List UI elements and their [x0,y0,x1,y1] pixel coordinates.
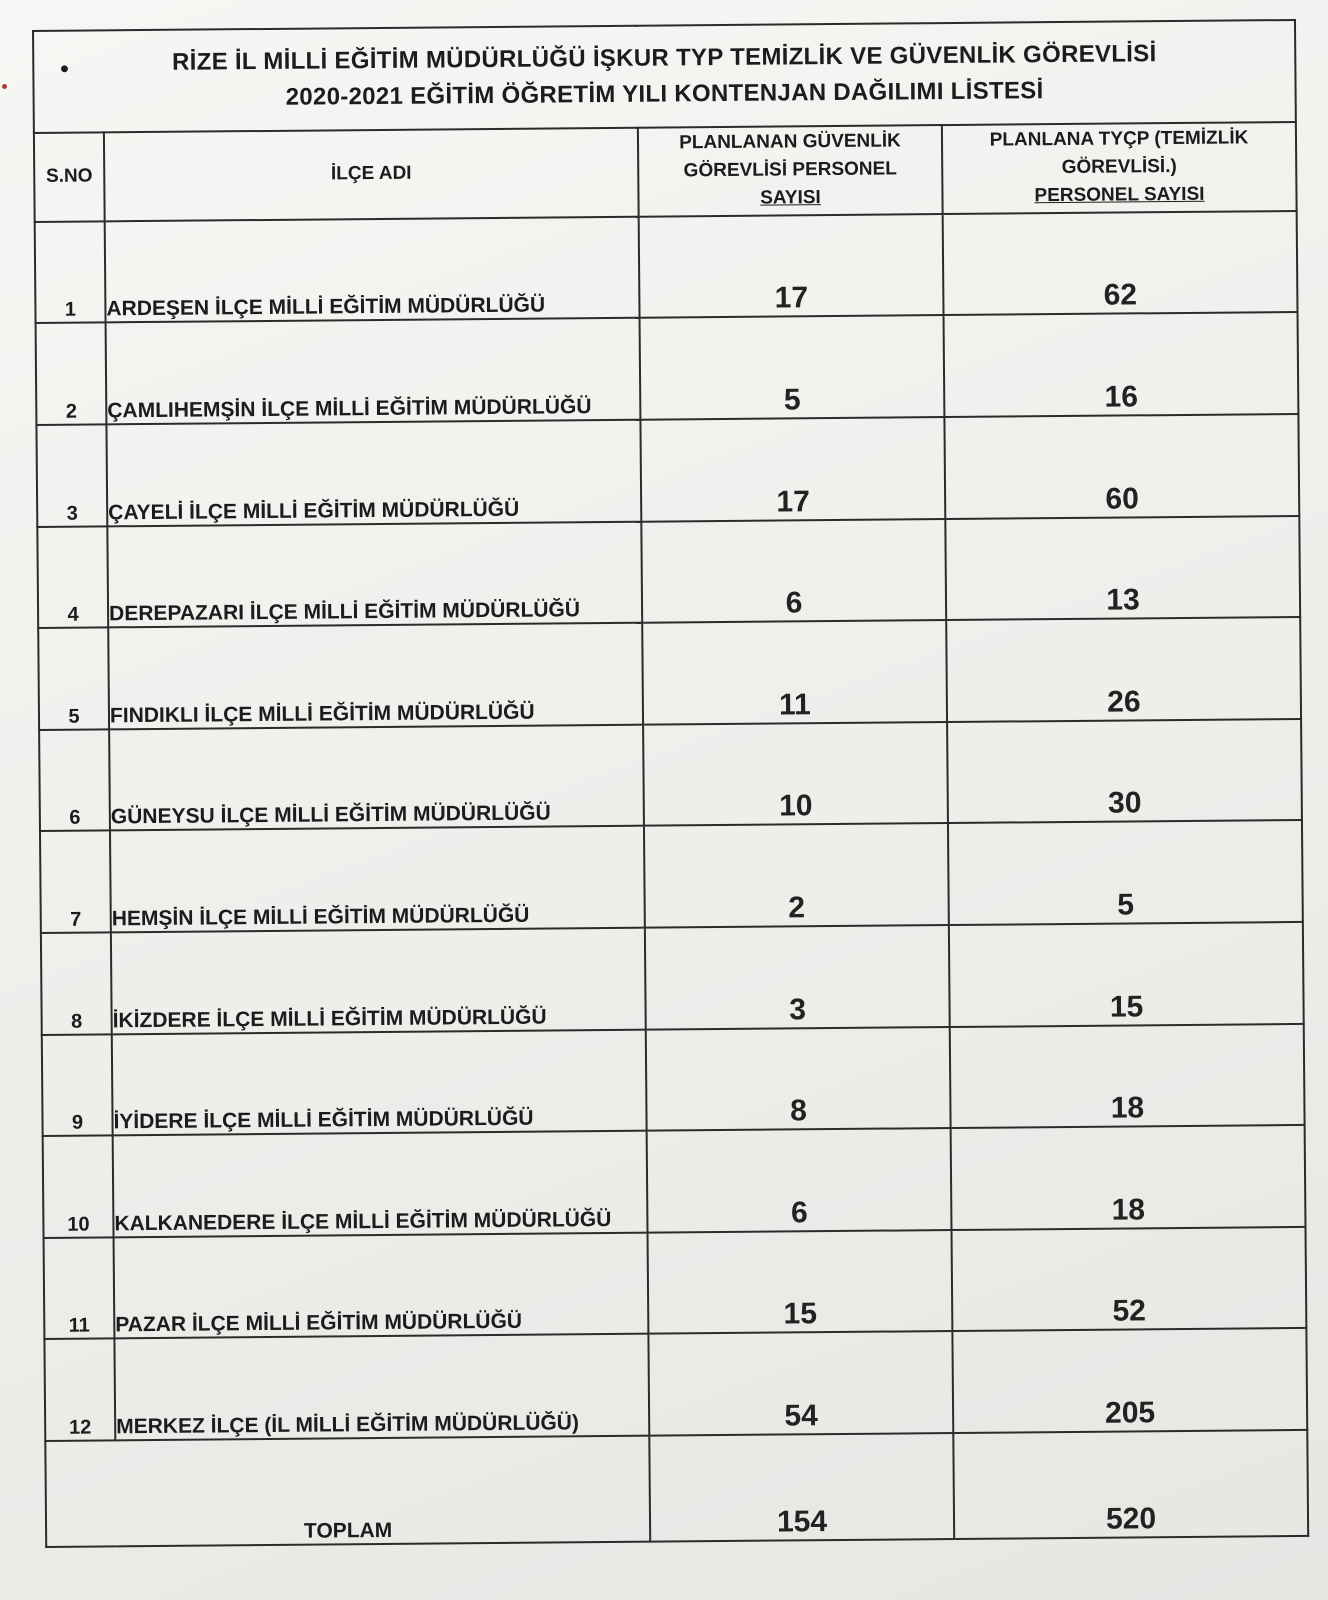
row-sno: 1 [35,221,106,323]
table-row [39,719,1302,832]
row-district-name: ÇAYELİ İLÇE MİLLİ EĞİTİM MÜDÜRLÜĞÜ [106,420,641,526]
row-sno: 9 [42,1034,113,1136]
row-security-count: 15 [648,1230,953,1334]
row-cleaning-count: 5 [948,820,1303,925]
header-security-line-1: PLANLANAN GÜVENLİK [679,130,901,154]
row-security-count: 17 [640,417,945,521]
row-district-name: İYİDERE İLÇE MİLLİ EĞİTİM MÜDÜRLÜĞÜ [112,1029,647,1135]
row-cleaning-count: 52 [952,1227,1307,1332]
table-row [35,211,1298,324]
table-row [38,617,1301,730]
row-security-count: 2 [644,823,949,927]
row-district-name: MERKEZ İLÇE (İL MİLLİ EĞİTİM MÜDÜRLÜĞÜ) [114,1334,649,1440]
title-line-2: 2020-2021 EĞİTİM ÖĞRETİM YILI KONTENJAN DAĞILIMI LİSTESİ [285,76,1044,111]
header-district: İLÇE ADI [104,127,639,221]
row-sno: 7 [40,831,111,933]
table-row [42,1024,1305,1137]
header-security-line-3: SAYISI [760,187,821,209]
row-sno: 11 [44,1237,115,1339]
row-cleaning-count: 13 [945,516,1300,621]
row-sno: 10 [43,1136,114,1238]
row-district-name: GÜNEYSU İLÇE MİLLİ EĞİTİM MÜDÜRLÜĞÜ [109,725,644,831]
table-row [43,1125,1306,1238]
title-row [33,20,1296,133]
row-cleaning-count: 26 [946,617,1301,722]
row-district-name: KALKANEDERE İLÇE MİLLİ EĞİTİM MÜDÜRLÜĞÜ [113,1131,648,1237]
header-security-line-2: GÖREVLİSİ PERSONEL [683,158,897,182]
row-security-count: 6 [641,519,946,623]
row-cleaning-count: 18 [951,1125,1306,1230]
title-line-1: RİZE İL MİLLİ EĞİTİM MÜDÜRLÜĞÜ İŞKUR TYP TEMİZLİK VE GÜVENLİK GÖREVLİSİ [171,39,1157,76]
row-cleaning-count: 18 [950,1024,1305,1129]
total-row [45,1430,1308,1547]
row-district-name: FINDIKLI İLÇE MİLLİ EĞİTİM MÜDÜRLÜĞÜ [108,623,643,729]
row-district-name: PAZAR İLÇE MİLLİ EĞİTİM MÜDÜRLÜĞÜ [114,1233,649,1339]
row-cleaning-count: 16 [944,312,1299,417]
row-security-count: 8 [646,1027,951,1131]
row-security-count: 6 [647,1128,952,1232]
row-district-name: İKİZDERE İLÇE MİLLİ EĞİTİM MÜDÜRLÜĞÜ [111,928,646,1034]
row-district-name: ÇAMLIHEMŞİN İLÇE MİLLİ EĞİTİM MÜDÜRLÜĞÜ [106,318,641,424]
table-row [40,820,1303,933]
row-sno: 6 [39,729,110,831]
total-label: TOPLAM [45,1436,650,1547]
allocation-table-sheet [32,19,1307,1548]
table-row [44,1227,1307,1340]
row-cleaning-count: 30 [947,719,1302,824]
row-security-count: 11 [642,620,947,724]
row-security-count: 10 [643,722,948,826]
row-sno: 12 [44,1339,115,1441]
row-sno: 4 [37,526,108,628]
header-security [638,125,943,217]
row-cleaning-count: 15 [949,922,1304,1027]
title-bullet: • [60,55,70,83]
row-district-name: DEREPAZARI İLÇE MİLLİ EĞİTİM MÜDÜRLÜĞÜ [107,521,642,627]
row-security-count: 3 [645,925,950,1029]
table-row [37,516,1300,629]
row-district-name: HEMŞİN İLÇE MİLLİ EĞİTİM MÜDÜRLÜĞÜ [110,826,645,932]
table-row [41,922,1304,1035]
row-security-count: 5 [640,315,945,419]
table-row [44,1328,1307,1441]
row-sno: 8 [41,932,112,1034]
header-row [34,122,1297,222]
row-sno: 3 [36,424,107,526]
table-title [33,20,1296,133]
row-cleaning-count: 60 [944,414,1299,519]
table-row [36,312,1299,425]
total-cleaning-count: 520 [953,1430,1308,1539]
row-security-count: 54 [648,1332,953,1436]
row-cleaning-count: 205 [952,1328,1307,1433]
row-sno: 2 [36,323,107,425]
row-district-name: ARDEŞEN İLÇE MİLLİ EĞİTİM MÜDÜRLÜĞÜ [105,216,640,322]
total-security-count: 154 [649,1433,954,1542]
header-sno: S.NO [34,132,105,222]
allocation-table [32,19,1309,1548]
header-cleaning-line-3: PERSONEL SAYISI [1034,183,1205,207]
row-cleaning-count: 62 [943,211,1298,316]
header-cleaning [942,122,1297,214]
table-row [36,414,1299,527]
row-security-count: 17 [639,214,944,318]
header-cleaning-line-1: PLANLANA TYÇP (TEMİZLİK [989,127,1249,151]
row-sno: 5 [38,628,109,730]
header-cleaning-line-2: GÖREVLİSİ.) [1061,156,1177,179]
ink-mark [2,84,7,89]
